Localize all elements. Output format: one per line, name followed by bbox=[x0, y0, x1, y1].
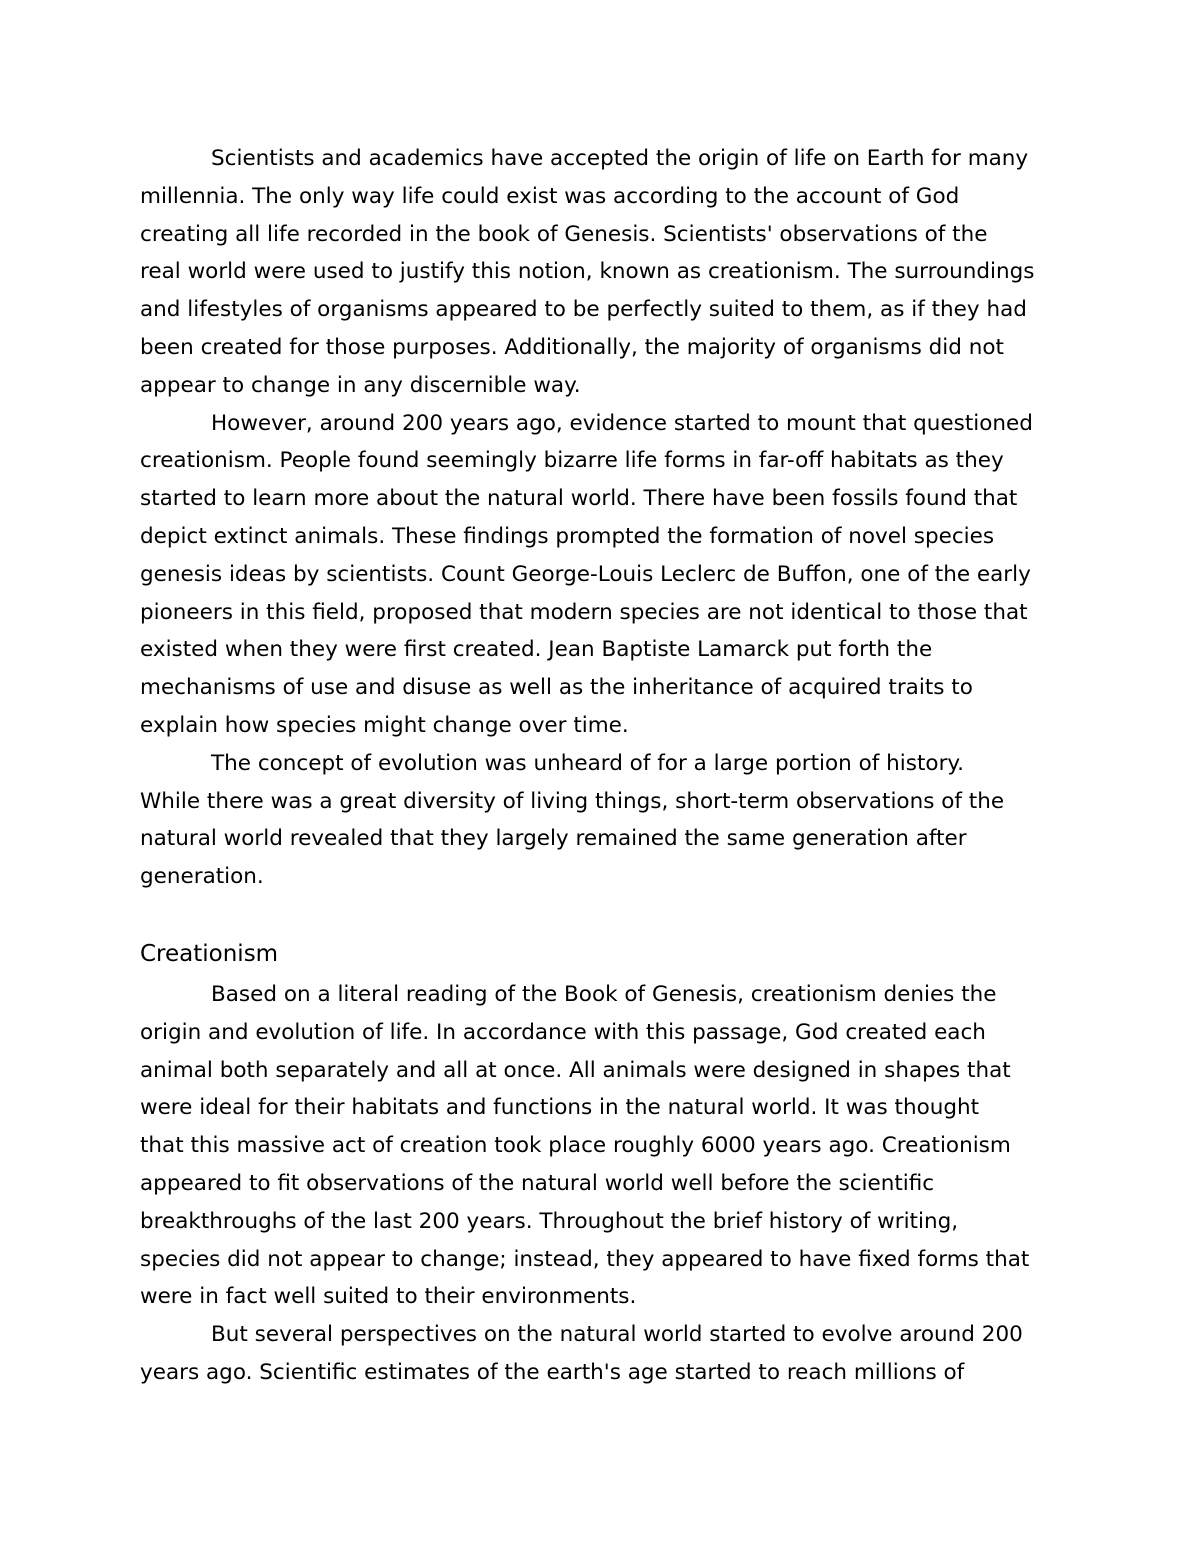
text-line: Scientists and academics have accepted the origin of life on Earth for many bbox=[211, 146, 1029, 171]
paragraph-1 bbox=[140, 140, 1070, 405]
text-line: animal both separately and all at once. All animals were designed in shapes that bbox=[140, 1057, 1011, 1083]
text-line: creationism. People found seemingly bizarre life forms in far-off habitats as they bbox=[140, 448, 1004, 474]
text-line: existed when they were first created. Jean Baptiste Lamarck put forth the bbox=[140, 637, 933, 663]
text-line: and lifestyles of organisms appeared to be perfectly suited to them, as if they had bbox=[140, 297, 1027, 323]
text-line: explain how species might change over time. bbox=[140, 712, 629, 738]
paragraph-5 bbox=[140, 1316, 1070, 1392]
text-line: generation. bbox=[140, 864, 264, 890]
intro-text bbox=[140, 140, 1070, 896]
text-line: However, around 200 years ago, evidence started to mount that questioned bbox=[211, 410, 1033, 436]
text-line: millennia. The only way life could exist was according to the account of God bbox=[140, 183, 960, 209]
paragraph-2 bbox=[140, 405, 1070, 745]
text-line: natural world revealed that they largely remained the same generation after bbox=[140, 826, 967, 852]
text-line: appear to change in any discernible way. bbox=[140, 372, 581, 398]
text-line: breakthroughs of the last 200 years. Throughout the brief history of writing, bbox=[140, 1208, 959, 1234]
text-line: been created for those purposes. Additionally, the majority of organisms did not bbox=[140, 334, 1004, 360]
text-line: Based on a literal reading of the Book of Genesis, creationism denies the bbox=[211, 982, 997, 1007]
text-line: creating all life recorded in the book of Genesis. Scientists' observations of the bbox=[140, 221, 988, 247]
paragraph-3 bbox=[140, 745, 1070, 896]
text-line: mechanisms of use and disuse as well as the inheritance of acquired traits to bbox=[140, 675, 973, 701]
text-line: The concept of evolution was unheard of for a large portion of history. bbox=[211, 750, 964, 776]
text-line: were in fact well suited to their environments. bbox=[140, 1284, 637, 1310]
text-line: But several perspectives on the natural world started to evolve around 200 bbox=[211, 1322, 1023, 1348]
text-line: origin and evolution of life. In accordance with this passage, God created each bbox=[140, 1019, 986, 1045]
text-line: years ago. Scientific estimates of the earth's age started to reach millions of bbox=[140, 1359, 965, 1385]
text-line: were ideal for their habitats and functions in the natural world. It was thought bbox=[140, 1095, 980, 1121]
text-line: pioneers in this field, proposed that modern species are not identical to those that bbox=[140, 599, 1028, 625]
text-line: species did not appear to change; instead, they appeared to have fixed forms that bbox=[140, 1246, 1030, 1272]
section-heading: Creationism bbox=[140, 941, 279, 967]
text-line: While there was a great diversity of living things, short-term observations of the bbox=[140, 788, 1005, 814]
text-line: genesis ideas by scientists. Count George-Louis Leclerc de Buffon, one of the early bbox=[140, 561, 1031, 587]
paragraph-4 bbox=[140, 976, 1070, 1316]
text-line: that this massive act of creation took place roughly 6000 years ago. Creationism bbox=[140, 1133, 1011, 1159]
section-text bbox=[140, 976, 1070, 1392]
text-line: started to learn more about the natural world. There have been fossils found that bbox=[140, 486, 1018, 512]
text-line: appeared to fit observations of the natural world well before the scientific bbox=[140, 1170, 935, 1196]
text-line: real world were used to justify this notion, known as creationism. The surroundings bbox=[140, 259, 1035, 285]
text-line: depict extinct animals. These findings prompted the formation of novel species bbox=[140, 523, 995, 549]
